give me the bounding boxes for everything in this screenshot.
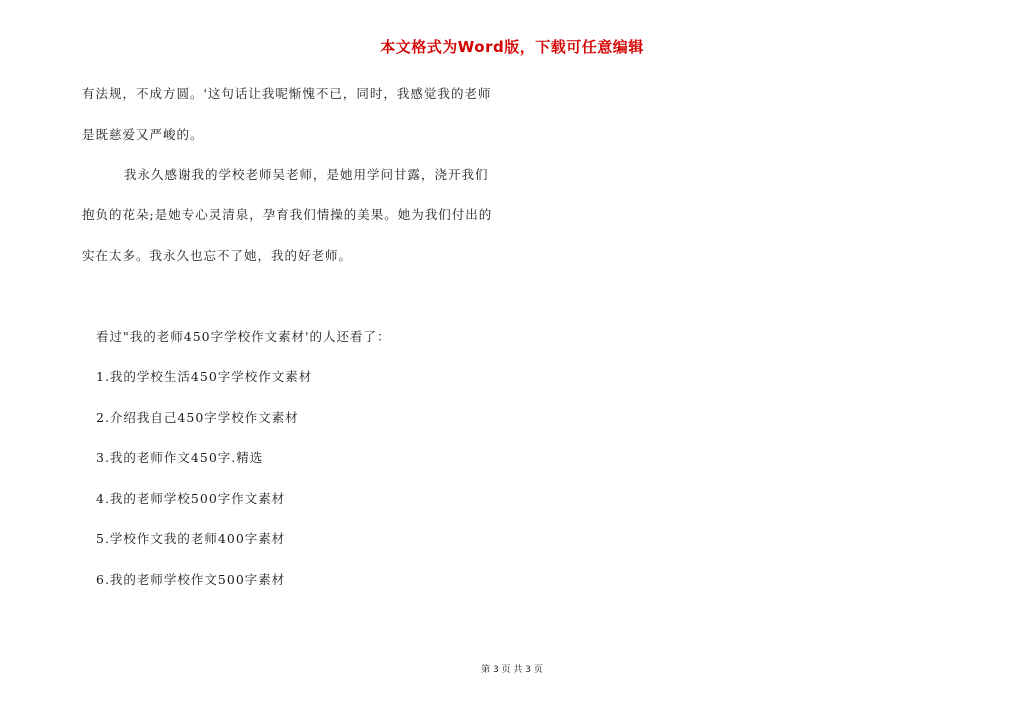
paragraph-line: 实在太多。我永久也忘不了她，我的好老师。 <box>82 248 353 263</box>
related-article-link[interactable]: 1.我的学校生活450字学校作文素材 <box>96 369 313 384</box>
related-articles-intro: 看过"我的老师450字学校作文素材'的人还看了： <box>96 329 391 344</box>
paragraph-line: 是既慈爱又严峻的。 <box>82 127 204 142</box>
related-articles-list <box>96 369 312 612</box>
paragraph-line: 抱负的花朵;是她专心灵清泉，孕育我们情操的美果。她为我们付出的 <box>82 207 493 222</box>
word-format-banner: 本文格式为Word版，下载可任意编辑 <box>380 38 644 56</box>
page-number: 第 3 页 共 3 页 <box>481 665 543 675</box>
paragraph-line: 有法规，不成方圆。'这句话让我呢惭愧不已，同时，我感觉我的老师 <box>82 86 492 101</box>
paragraph-line: 我永久感谢我的学校老师吴老师，是她用学问甘露，浇开我们 <box>124 167 489 182</box>
related-article-link[interactable]: 3.我的老师作文450字.精选 <box>96 450 264 465</box>
related-article-link[interactable]: 5.学校作文我的老师400字素材 <box>96 531 286 546</box>
related-article-link[interactable]: 6.我的老师学校作文500字素材 <box>96 571 286 587</box>
related-article-link[interactable]: 4.我的老师学校500字作文素材 <box>96 490 286 506</box>
related-article-link[interactable]: 2.介绍我自己450字学校作文素材 <box>96 409 299 425</box>
